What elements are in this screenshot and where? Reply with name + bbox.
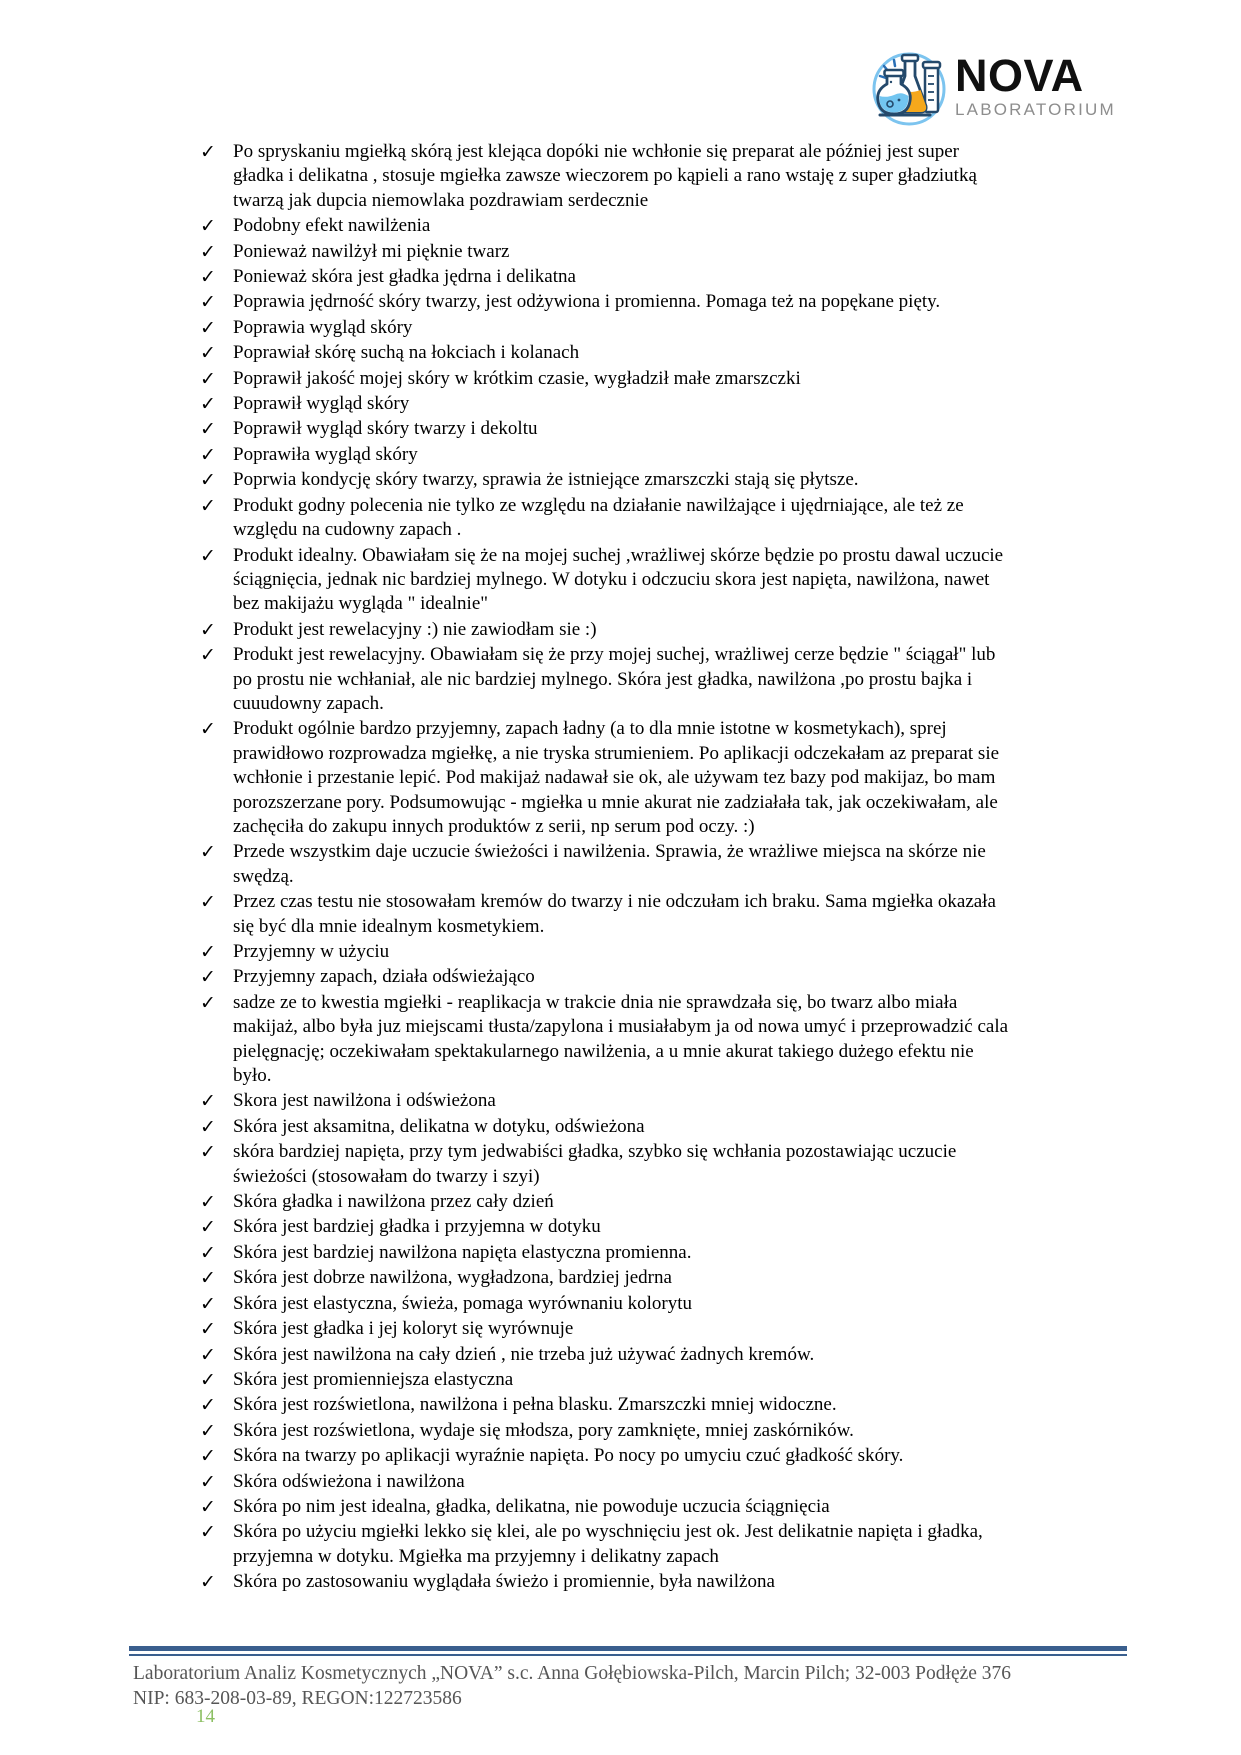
list-item: [200, 940, 1012, 964]
logo-subtitle: LABORATORIUM: [955, 99, 1116, 119]
list-item-text: Przyjemny w użyciu: [233, 941, 390, 962]
logo-name: NOVA: [955, 49, 1084, 101]
list-item: [200, 1241, 1012, 1265]
list-item-text: Ponieważ nawilżył mi pięknie twarz: [233, 240, 510, 262]
checkmark-icon: ✓: [200, 342, 216, 365]
footer-nip-regon-line: NIP: 683-208-03-89, REGON:122723586: [133, 1688, 462, 1709]
list-item-text: Poprawił jakość mojej skóry w krótkim czasie, wygładził małe zmarszczki: [233, 367, 801, 389]
checkmark-icon: ✓: [200, 718, 216, 741]
list-item: [200, 468, 1012, 492]
list-item-text: Poprawia jędrność skóry twarzy, jest odżywiona i promienna. Pomaga też na popękane pięty.: [233, 291, 941, 313]
list-item: [200, 1470, 1012, 1494]
checkmark-icon: ✓: [200, 544, 216, 567]
list-item: [200, 392, 1012, 416]
checkmark-icon: ✓: [200, 1343, 216, 1366]
checkmark-icon: ✓: [200, 1368, 216, 1391]
page-number: 14: [196, 1706, 215, 1727]
checkmark-icon: ✓: [200, 1292, 216, 1315]
list-item: [200, 1520, 1012, 1569]
list-item-text: Skóra odświeżona i nawilżona: [233, 1470, 465, 1492]
checkmark-icon: ✓: [200, 266, 216, 289]
checkmark-icon: ✓: [200, 941, 216, 963]
review-checklist: [200, 140, 1012, 1596]
checkmark-icon: ✓: [200, 393, 216, 416]
checkmark-icon: ✓: [200, 891, 216, 914]
list-item-text: Po spryskaniu mgiełką skórą jest klejąca dopóki nie wchłonie się preparat ale później jest super gładka i delikatna , stosuje mgiełka zawsze wieczorem po kąpieli a rano wstaję z super gładziutką twarzą jak dupcia niemowlaka pozdrawiam serdecznie: [233, 141, 977, 211]
list-item-text: Skóra jest nawilżona na cały dzień , nie trzeba już używać żadnych kremów.: [233, 1343, 815, 1365]
checkmark-icon: ✓: [200, 1521, 216, 1544]
list-item-text: Skóra jest elastyczna, świeża, pomaga wyrównaniu kolorytu: [233, 1292, 693, 1314]
list-item: [200, 1266, 1012, 1290]
list-item: [200, 890, 1012, 939]
list-item: [200, 1343, 1012, 1367]
list-item: [200, 290, 1012, 314]
list-item-text: Przede wszystkim daje uczucie świeżości i nawilżenia. Sprawia, że wrażliwe miejsca na skórze nie swędzą.: [233, 841, 986, 887]
list-item-text: Poprawiał skórę suchą na łokciach i kolanach: [233, 342, 580, 364]
list-item: [200, 544, 1012, 617]
checkmark-icon: ✓: [200, 644, 216, 667]
list-item-text: Skóra jest bardziej nawilżona napięta elastyczna promienna.: [233, 1241, 692, 1263]
list-item: [200, 417, 1012, 441]
list-item: [200, 214, 1012, 238]
list-item: [200, 1115, 1012, 1139]
checkmark-icon: ✓: [200, 215, 216, 238]
checkmark-icon: ✓: [200, 316, 216, 339]
checkmark-icon: ✓: [200, 1241, 216, 1264]
list-item-text: Ponieważ skóra jest gładka jędrna i delikatna: [233, 266, 576, 288]
list-item: [200, 494, 1012, 543]
list-item: [200, 991, 1012, 1089]
list-item-text: Skóra jest promienniejsza elastyczna: [233, 1368, 514, 1390]
list-item-text: Poprawił wygląd skóry: [233, 393, 410, 415]
list-item-text: Produkt idealny. Obawiałam się że na mojej suchej ,wrażliwej skórze będzie po prostu dawal uczucie ściągnięcia, jednak nic bardziej mylnego. W dotyku i odczuciu skora jest napięta, nawilżona, nawet bez makijażu wygląda " idealnie": [233, 544, 1004, 615]
list-item: [200, 1215, 1012, 1239]
list-item: [200, 1570, 1012, 1594]
list-item-text: Produkt jest rewelacyjny :) nie zawiodłam sie :): [233, 618, 597, 640]
lab-flasks-icon: [868, 46, 950, 128]
list-item-text: Skóra na twarzy po aplikacji wyraźnie napięta. Po nocy po umyciu czuć gładkość skóry.: [233, 1445, 904, 1467]
list-item: [200, 1368, 1012, 1392]
list-item-text: Skora jest nawilżona i odświeżona: [233, 1090, 496, 1112]
list-item-text: Produkt jest rewelacyjny. Obawiałam się że przy mojej suchej, wrażliwej cerze będzie " ściągał" lub po prostu nie wchłaniał, ale nic bardziej mylnego. Skóra jest gładka, nawilżona ,po prostu bajka i cuuudowny zapach.: [233, 644, 996, 714]
list-item: [200, 1393, 1012, 1417]
list-item-text: Przez czas testu nie stosowałam kremów do twarzy i nie odczułam ich braku. Sama mgiełka okazała się być dla mnie idealnym kosmetykiem.: [233, 891, 996, 937]
checkmark-icon: ✓: [200, 1571, 216, 1594]
checkmark-icon: ✓: [200, 469, 216, 492]
list-item-text: Skóra jest bardziej gładka i przyjemna w dotyku: [233, 1216, 601, 1238]
list-item: [200, 140, 1012, 213]
checkmark-icon: ✓: [200, 1495, 216, 1518]
list-item-text: Przyjemny zapach, działa odświeżająco: [233, 966, 535, 988]
list-item-text: Produkt ogólnie bardzo przyjemny, zapach ładny (a to dla mnie istotne w kosmetykach), sprej prawidłowo rozprowadza mgiełkę, a nie tryska strumieniem. Po aplikacji odczekałam az preparat sie wchłonie i przestanie lepić. Pod makijaż nadawał sie ok, ale używam tez bazy pod makijaz, bo mam porozszerzane pory. Podsumowując - mgiełka u mnie akurat nie zadziałała tak, jak oczekiwałam, ale zachęciła do zakupu innych produktów z serii, np serum pod oczy. :): [233, 718, 1000, 837]
checkmark-icon: ✓: [200, 1141, 216, 1164]
checkmark-icon: ✓: [200, 1216, 216, 1239]
list-item-text: Poprawia wygląd skóry: [233, 316, 413, 338]
list-item: [200, 840, 1012, 889]
checkmark-icon: ✓: [200, 494, 216, 517]
checkmark-icon: ✓: [200, 1191, 216, 1214]
checkmark-icon: ✓: [200, 1419, 216, 1442]
list-item-text: Skóra po zastosowaniu wyglądała świeżo i promiennie, była nawilżona: [233, 1571, 775, 1593]
checkmark-icon: ✓: [200, 841, 216, 864]
list-item: [200, 1089, 1012, 1113]
list-item-text: Skóra gładka i nawilżona przez cały dzień: [233, 1191, 554, 1213]
list-item: [200, 1419, 1012, 1443]
list-item-text: Skóra jest aksamitna, delikatna w dotyku, odświeżona: [233, 1115, 645, 1137]
list-item: [200, 341, 1012, 365]
checkmark-icon: ✓: [200, 443, 216, 466]
list-item: [200, 1444, 1012, 1468]
checkmark-icon: ✓: [200, 1115, 216, 1138]
list-item-text: skóra bardziej napięta, przy tym jedwabiści gładka, szybko się wchłania pozostawiając uczucie świeżości (stosowałam do twarzy i szyi): [233, 1141, 957, 1187]
checkmark-icon: ✓: [200, 1267, 216, 1290]
list-item-text: Podobny efekt nawilżenia: [233, 215, 431, 237]
list-item: [200, 1292, 1012, 1316]
checkmark-icon: ✓: [200, 1090, 216, 1113]
list-item: [200, 965, 1012, 989]
list-item-text: Skóra jest dobrze nawilżona, wygładzona, bardziej jedrna: [233, 1267, 672, 1289]
list-item: [200, 316, 1012, 340]
list-item-text: Poprwia kondycję skóry twarzy, sprawia że istniejące zmarszczki stają się płytsze.: [233, 469, 859, 491]
list-item: [200, 367, 1012, 391]
list-item: [200, 643, 1012, 716]
checkmark-icon: ✓: [200, 1394, 216, 1417]
list-item-text: Skóra po użyciu mgiełki lekko się klei, ale po wyschnięciu jest ok. Jest delikatnie napięta i gładka, przyjemna w dotyku. Mgiełka ma przyjemny i delikatny zapach: [233, 1521, 983, 1567]
checkmark-icon: ✓: [200, 1445, 216, 1468]
checkmark-icon: ✓: [200, 1318, 216, 1341]
checkmark-icon: ✓: [200, 240, 216, 263]
list-item: [200, 265, 1012, 289]
checkmark-icon: ✓: [200, 418, 216, 441]
list-item: [200, 717, 1012, 839]
list-item: [200, 240, 1012, 264]
list-item: [200, 1140, 1012, 1189]
footer-divider: [129, 1646, 1127, 1656]
list-item-text: Produkt godny polecenia nie tylko ze względu na działanie nawilżające i ujędrniające, ale też ze względu na cudowny zapach .: [233, 494, 964, 541]
checkmark-icon: ✓: [200, 141, 216, 163]
list-item-text: Skóra jest rozświetlona, wydaje się młodsza, pory zamknięte, mniej zaskórników.: [233, 1419, 854, 1441]
list-item: [200, 1317, 1012, 1341]
list-item-text: Poprawił wygląd skóry twarzy i dekoltu: [233, 418, 538, 440]
list-item-text: Skóra jest rozświetlona, nawilżona i pełna blasku. Zmarszczki mniej widoczne.: [233, 1394, 837, 1416]
checkmark-icon: ✓: [200, 1470, 216, 1493]
logo-text: [955, 49, 1116, 120]
nova-laboratorium-logo: [868, 46, 1116, 128]
checkmark-icon: ✓: [200, 618, 216, 641]
checkmark-icon: ✓: [200, 291, 216, 314]
footer-company-line: Laboratorium Analiz Kosmetycznych „NOVA” s.c. Anna Gołębiowska-Pilch, Marcin Pilch; 32-003 Podłęże 376: [133, 1663, 1012, 1684]
list-item: [200, 1190, 1012, 1214]
list-item-text: Skóra po nim jest idealna, gładka, delikatna, nie powoduje uczucia ściągnięcia: [233, 1495, 830, 1517]
checkmark-icon: ✓: [200, 966, 216, 989]
checkmark-icon: ✓: [200, 991, 216, 1014]
list-item: [200, 443, 1012, 467]
list-item-text: sadze ze to kwestia mgiełki - reaplikacja w trakcie dnia nie sprawdzała się, bo twarz albo miała makijaż, albo była juz miejscami tłusta/zapylona i musiałabym ja od nowa umyć i przeprowadzić cala pielęgnację; oczekiwałam spektakularnego nawilżenia, a u mnie akurat takiego dużego efektu nie było.: [233, 991, 1009, 1087]
checkmark-icon: ✓: [200, 367, 216, 390]
list-item: [200, 618, 1012, 642]
list-item-text: Skóra jest gładka i jej koloryt się wyrównuje: [233, 1318, 574, 1340]
list-item-text: Poprawiła wygląd skóry: [233, 443, 418, 465]
footer: [133, 1661, 1128, 1711]
list-item: [200, 1495, 1012, 1519]
